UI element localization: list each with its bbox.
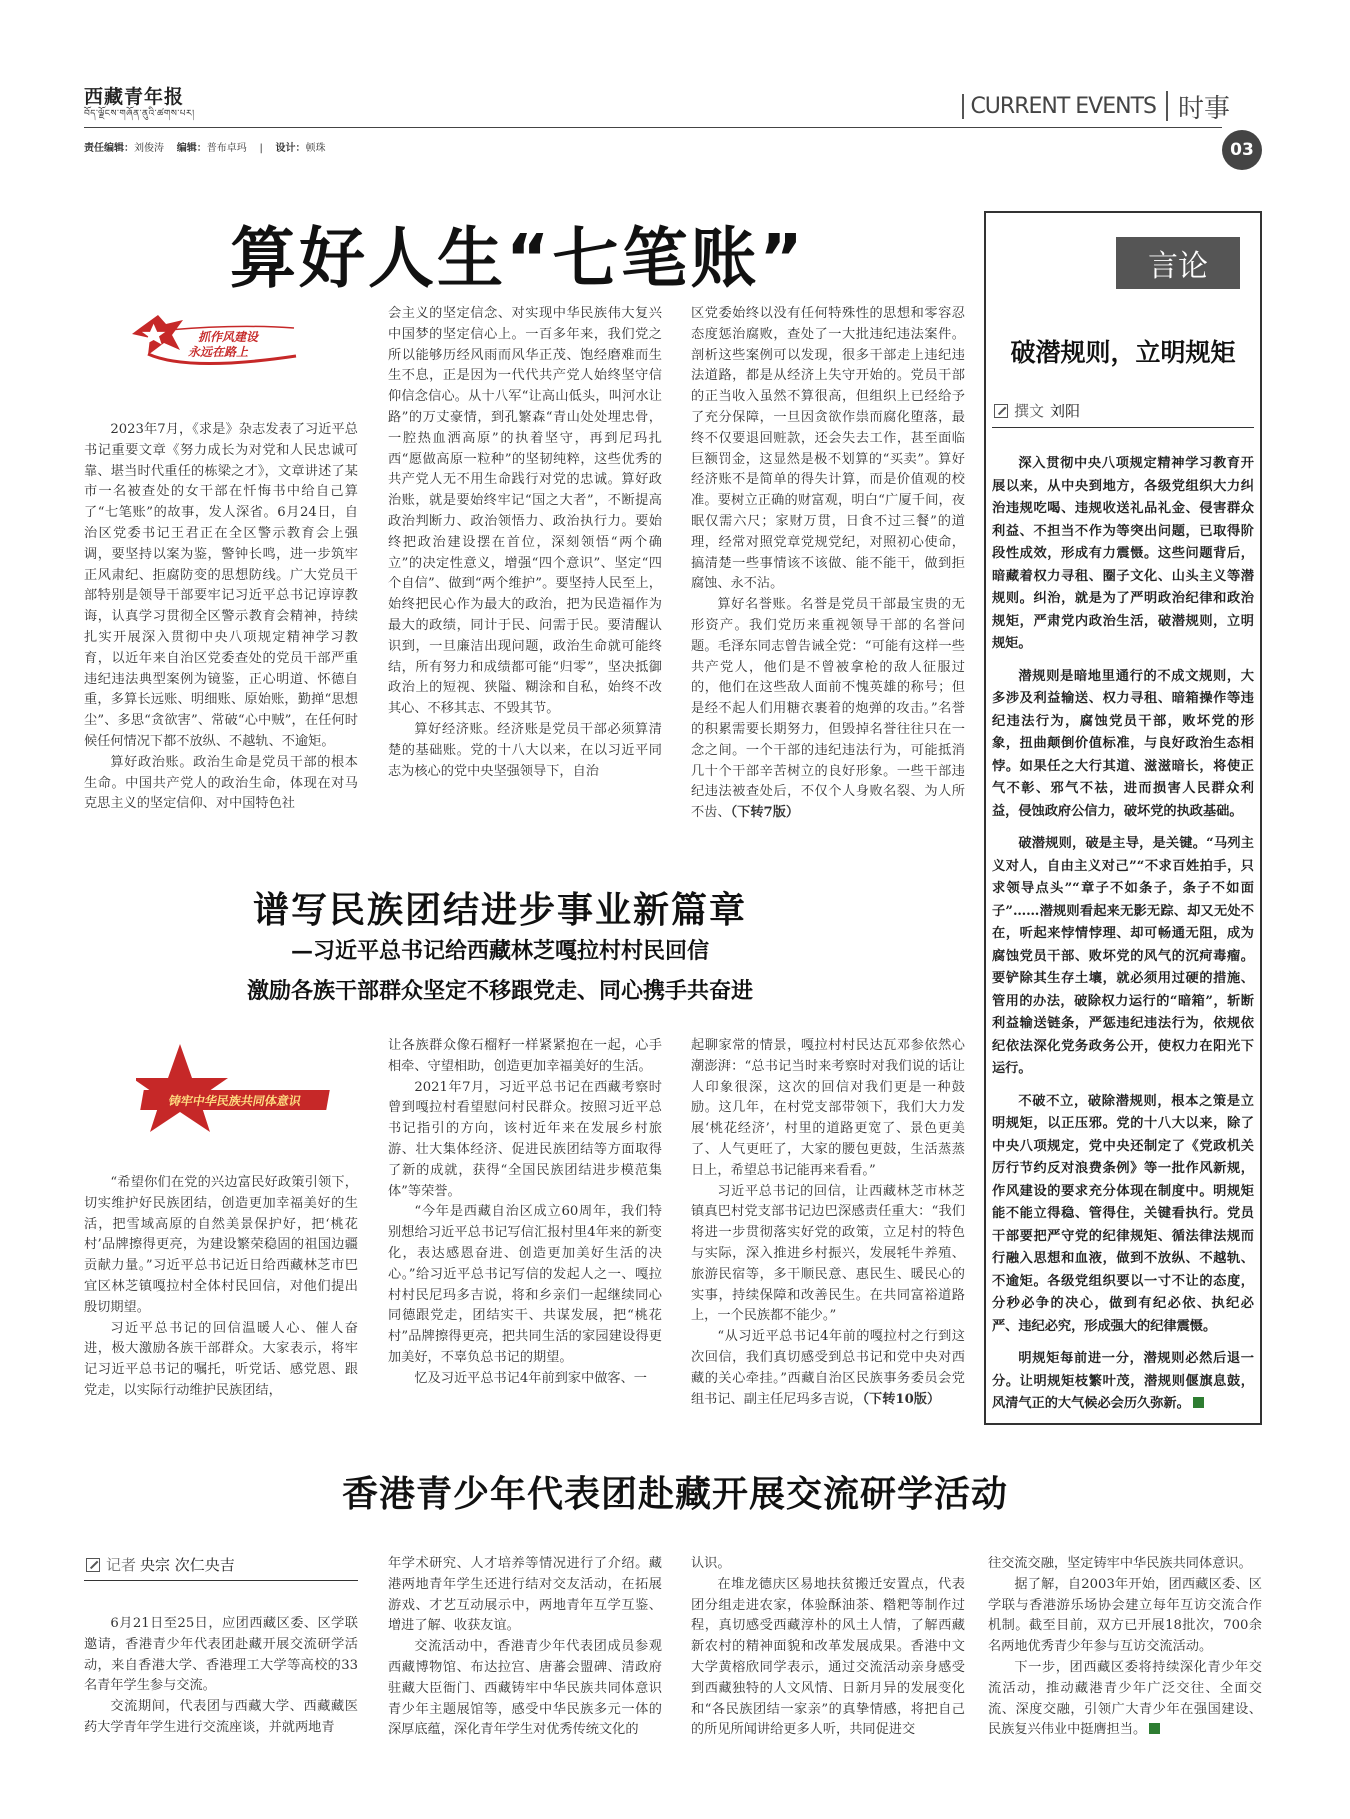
- commentary-byline: [994, 400, 1080, 421]
- article3-byline: [86, 1554, 235, 1575]
- credit-separator: |: [259, 143, 263, 154]
- editor-name: 顿珠: [305, 143, 326, 154]
- paragraph: “今年是西藏自治区成立60周年，我们特别想给习近平总书记写信汇报村里4年来的新变化，表达感恩奋进、创造更加美好生活的决心。”给习近平总书记写信的发起人之一、嘎拉村村民尼玛多吉说，将和乡亲们一起继续同心同德跟党走，团结实干、共谋发展，把“桃花村”品牌擦得更亮，把共同生活的家园建设得更加美好，不辜负总书记的期望。: [388, 1204, 662, 1365]
- paragraph: 2023年7月，《求是》杂志发表了习近平总书记重要文章《努力成长为对党和人民忠诚可靠、堪当时代重任的栋梁之才》，文章讲述了某市一名被查处的女干部在忏悔书中给自己算了“七笔账”的故事，发人深省。6月24日，自治区党委书记王君正在全区警示教育会上强调，要坚持以案为鉴，警钟长鸣，进一步筑牢正风肃纪、拒腐防变的思想防线。广大党员干部特别是领导干部要牢记习近平总书记谆谆教诲，认真学习贯彻全区警示教育会精神，持续扎实开展深入贯彻中央八项规定精神学习教育，以近年来自治区党委查处的党员干部严重违纪违法典型案例为镜鉴，正心明道、怀德自重，多算长远账、明细账、原始账，勤掸“思想尘”、多思“贪欲害”、常破“心中贼”，在任何时候任何情况下都不放纵、不越轨、不逾矩。: [84, 422, 358, 749]
- editor-label: 编辑：: [176, 143, 207, 154]
- paragraph: “希望你们在党的兴边富民好政策引领下，切实维护好民族团结，创造更加幸福美好的生活，把雪域高原的自然美景保护好，把‘桃花村’品牌擦得更亮，为建设繁荣稳固的祖国边疆贡献力量。”习近平总书记近日给西藏林芝市巴宜区林芝镇嘎拉村全体村民回信，对他们提出殷切期望。: [84, 1175, 358, 1315]
- article1-column-2: [388, 304, 662, 782]
- paragraph: 算好经济账。经济账是党员干部必须算清楚的基础账。党的十八大以来，在以习近平同志为核心的党中央坚强领导下，自治: [388, 721, 662, 779]
- paragraph: 忆及习近平总书记4年前到家中做客、一: [414, 1370, 647, 1386]
- paragraph: 让各族群众像石榴籽一样紧紧抱在一起，心手相牵、守望相助，创造更加幸福美好的生活。: [388, 1038, 662, 1074]
- paragraph: [992, 1348, 1254, 1416]
- paragraph: 破潜规则，破是主导，是关键。“马列主义对人，自由主义对己”“不求百姓拍手，只求领导点头”“章子不如条子，条子不如面子”……潜规则看起来无影无踪、却又无处不在，听起来悖情悖理、却可畅通无阻，成为腐蚀党员干部、败坏党的风气的沉疴毒瘤。要铲除其生存土壤，就必须用过硬的措施、管用的办法，破除权力运行的“暗箱”，斩断利益输送链条，严惩违纪违法行为，依规依纪依法深化党务政务公开，使权力在阳光下运行。: [992, 836, 1254, 1076]
- article2-column-3: [691, 1036, 965, 1410]
- paragraph: 会主义的坚定信念、对实现中华民族伟大复兴中国梦的坚定信心上。一百多年来，我们党之所以能够历经风雨而风华正茂、饱经磨难而生生不息，正是因为一代代共产党人始终坚守信仰信念信心。从十八军“让高山低头，叫河水让路”的万丈豪情，到孔繁森“青山处处埋忠骨，一腔热血洒高原”的执着坚守，再到尼玛扎西“愿做高原一粒种”的坚韧纯粹，这些优秀的共产党人无不用生命践行对党的忠诚。算好政治账，就是要始终牢记“国之大者”，不断提高政治判断力、政治领悟力、政治执行力。要始终把政治建设摆在首位，深刻领悟“两个确立”的决定性意义，增强“四个意识”、坚定“四个自信”、做到“两个维护”。要坚持人民至上，始终把民心作为最大的政治，把为民造福作为最大的政绩，同计于民、问需于民。要清醒认识到，一旦廉洁出现问题，政治生命就可能终结，所有努力和成绩都可能“归零”，坚决抵御政治上的短视、狭隘、糊涂和自私，始终不改其心、不移其志、不毁其节。: [388, 306, 662, 717]
- paragraph-text: 下一步，团西藏区委将持续深化青少年交流活动，推动藏港青少年广泛交往、全面交流、深度交融，引领广大青少年在强国建设、民族复兴伟业中挺膺担当。: [988, 1659, 1262, 1738]
- masthead: 西藏青年报: [84, 86, 185, 108]
- paragraph: 据了解，自2003年开始，团西藏区委、区学联与香港游乐场协会建立每年互访交流合作机制。截至目前，双方已开展18批次，700余名两地优秀青少年参与互访交流活动。: [988, 1576, 1262, 1655]
- paragraph: [988, 1658, 1262, 1741]
- paragraph: 算好政治账。政治生命是党员干部的根本生命。中国共产党人的政治生命，体现在对马克思主义的坚定信仰、对中国特色社: [84, 754, 358, 812]
- commentary-body: [992, 453, 1254, 1426]
- paragraph: [691, 1327, 965, 1410]
- editor-label: 设计：: [275, 143, 306, 154]
- editor-name: 刘俊涛: [134, 143, 164, 154]
- article1-badge: [128, 310, 298, 374]
- paragraph: 交流活动中，香港青少年代表团成员参观西藏博物馆、布达拉宫、唐蕃会盟碑、清政府驻藏大臣衙门、西藏铸牢中华民族共同体意识青少年主题展馆等，感受中华民族多元一体的深厚底蕴，深化青年学生对优秀传统文化的: [388, 1639, 662, 1738]
- paragraph: 在堆龙德庆区易地扶贫搬迁安置点，代表团分组走进农家，体验酥油茶、糌粑等制作过程，真切感受西藏淳朴的风土人情，了解西藏新农村的精神面貌和改革发展成果。香港中文大学黄榕欣同学表示，通过交流活动亲身感受到西藏独特的人文风情、日新月异的发展变化和“各民族团结一家亲”的真挚情感，将把自己的所见所闻讲给更多人听，共同促进交: [691, 1576, 965, 1738]
- paragraph: 交流期间，代表团与西藏大学、西藏藏医药大学青年学生进行交流座谈，并就两地青: [84, 1699, 358, 1735]
- page-number: 03: [1222, 130, 1262, 170]
- paragraph: 2021年7月，习近平总书记在西藏考察时曾到嘎拉村看望慰问村民群众。按照习近平总书记指引的方向，该村近年来在发展乡村旅游、壮大集体经济、促进民族团结等方面取得了新的成就，获得“全国民族团结进步模范集体”等荣誉。: [388, 1079, 662, 1199]
- paragraph: 深入贯彻中央八项规定精神学习教育开展以来，从中央到地方，各级党组织大力纠治违规吃喝、违规收送礼品礼金、侵害群众利益、不担当不作为等突出问题，已取得阶段性成效，形成有力震慑。这些问题背后，暗藏着权力寻租、圈子文化、山头主义等潜规则。纠治，就是为了严明政治纪律和政治规矩，严肃党内政治生活，破潜规则，立明规矩。: [992, 456, 1254, 651]
- paragraph: 认识。: [691, 1556, 731, 1571]
- badge-line1: 抓作风建设: [198, 330, 259, 344]
- section-label-en: CURRENT EVENTS: [962, 94, 1156, 119]
- commentary-rule: [992, 427, 1254, 428]
- article2-title: 谱写民族团结进步事业新篇章: [252, 890, 747, 931]
- article2-subtitle-1: —习近平总书记给西藏林芝嘎拉村村民回信: [290, 938, 709, 964]
- paragraph: 习近平总书记的回信温暖人心、催人奋进，极大激励各族干部群众。大家表示，将牢记习近平总书记的嘱托，听党话、感党恩、跟党走，以实际行动维护民族团结，: [84, 1320, 358, 1398]
- editor-credits: [84, 139, 326, 154]
- header-rule: [84, 127, 1222, 128]
- badge-banner: 铸牢中华民族共同体意识: [140, 1090, 330, 1110]
- article2-subtitle-2: 激励各族干部群众坚定不移跟党走、同心携手共奋进: [246, 978, 753, 1004]
- byline-label: 撰文: [1014, 402, 1045, 420]
- paragraph: 起聊家常的情景，嘎拉村村民达瓦邓参依然心潮澎湃：“总书记当时来考察时对我们说的话让人印象很深，这次的回信对我们更是一种鼓励。这几年，在村党支部带领下，我们大力发展‘桃花经济’，村里的道路更宽了、景色更美了、人气更旺了，大家的腰包更鼓，生活蒸蒸日上，希望总书记能再来看看。”: [691, 1038, 965, 1178]
- section-label: [962, 88, 1230, 124]
- byline-rule: [84, 1580, 358, 1581]
- paragraph: 潜规则是暗地里通行的不成文规则，大多涉及利益输送、权力寻租、暗箱操作等违纪违法行为，腐蚀党员干部，败坏党的形象，扭曲颠倒价值标准，与良好政治生态相悖。如果任之大行其道、滋滋暗长，将使正气不彰、邪气不祛，进而损害人民群众利益，侵蚀政府公信力，破坏党的执政基础。: [992, 668, 1254, 819]
- paragraph: 往交流交融，坚定铸牢中华民族共同体意识。: [988, 1556, 1252, 1571]
- paragraph: 6月21日至25日，应团西藏区委、区学联邀请，香港青少年代表团赴藏开展交流研学活动，来自香港大学、香港理工大学等高校的33名青年学生参与交流。: [84, 1616, 358, 1694]
- byline-label: 记者: [106, 1556, 137, 1574]
- commentary-sidebar: [984, 211, 1262, 1425]
- byline-name: 央宗 次仁央吉: [140, 1556, 235, 1574]
- end-mark-icon: [1149, 1723, 1160, 1734]
- paragraph: 年学术研究、人才培养等情况进行了介绍。藏港两地青年学生还进行结对交友活动，在拓展游戏、才艺互动展示中，两地青年互学互鉴、增进了解、收获友谊。: [388, 1556, 662, 1634]
- article3-title: 香港青少年代表团赴藏开展交流研学活动: [341, 1473, 1008, 1515]
- editor-name: 普布卓玛: [206, 143, 247, 154]
- end-mark-icon: [1193, 1397, 1204, 1408]
- section-label-cn: 时事: [1177, 93, 1230, 124]
- article1-column-3: [691, 304, 965, 824]
- commentary-tag: 言论: [1116, 237, 1240, 289]
- article3-column-3: [691, 1554, 965, 1741]
- paragraph: 区党委始终以没有任何特殊性的思想和零容忍态度惩治腐败，查处了一大批违纪违法案件。剖析这些案例可以发现，很多干部走上违纪违法道路，都是从经济上失守开始的。党员干部的正当收入虽然不算很高，但组织上已经给予了充分保障，一旦因贪欲作祟而腐化堕落，最终不仅要退回赃款，还会失去工作，甚至面临巨额罚金，这显然是极不划算的“买卖”。算好经济账不是简单的得失计算，而是价值观的校准。要树立正确的财富观，明白“广厦千间，夜眠仅需六尺；家财万贯，日食不过三餐”的道理，经常对照党章党规党纪，对照初心使命，搞清楚一些事情该不该做、能不能干，做到拒腐蚀、永不沾。: [691, 306, 965, 592]
- masthead-subtitle: བོད་ལྗོངས་གཞོན་ནུའི་ཚགས་པར།: [84, 109, 195, 119]
- paragraph: [691, 595, 965, 824]
- section-divider: [1166, 91, 1168, 121]
- byline-name: 刘阳: [1050, 402, 1081, 420]
- commentary-title: 破潜规则，立明规矩: [1010, 338, 1236, 367]
- continued-note: （下转10版）: [862, 1391, 941, 1407]
- paragraph: 习近平总书记的回信，让西藏林芝市林芝镇真巴村党支部书记边巴深感责任重大：“我们将进一步贯彻落实好党的政策，立足村的特色与实际，深入推进乡村振兴，发展牦牛养殖、旅游民宿等，多干顺民意、惠民生、暖民心的实事，持续保障和改善民生。在共同富裕道路上，一个民族都不能少。”: [691, 1183, 965, 1324]
- article1-title: 算好人生“七笔账”: [230, 220, 806, 297]
- paragraph: 不破不立，破除潜规则，根本之策是立明规矩，以正压邪。党的十八大以来，除了中央八项规定，党中央还制定了《党政机关厉行节约反对浪费条例》等一批作风新规，作风建设的要求充分体现在制度中。明规矩能不能立得稳、管得住，关键看执行。党员干部要把严守党的纪律规矩、循法律法规而行融入思想和血液，做到不放纵、不越轨、不逾矩。各级党组织要以一寸不让的态度，分秒必争的决心，做到有纪必依、执纪必严、违纪必究，形成强大的纪律震慑。: [992, 1093, 1254, 1334]
- article2-badge: [136, 1040, 326, 1140]
- pen-icon: [994, 404, 1008, 418]
- badge-line2: 永远在路上: [188, 345, 249, 359]
- paragraph-text: 算好名誉账。名誉是党员干部最宝贵的无形资产。我们党历来重视领导干部的名誉问题。毛泽东同志曾告诫全党：“可能有这样一些共产党人，他们是不曾被拿枪的敌人征服过的，他们在这些敌人面前不愧英雄的称号；但是经不起人们用糖衣裹着的炮弹的攻击。”名誉的积累需要长期努力，但毁掉名誉往往只在一念之间。一个干部的违纪违法行为，可能抵消几十个干部辛苦树立的良好形象。一些干部违纪违法被查处后，不仅个人身败名裂、为人所不齿、: [691, 597, 965, 821]
- article3-column-2: [388, 1554, 662, 1741]
- pen-icon: [86, 1558, 100, 1572]
- article3-column-1: [84, 1614, 358, 1739]
- paragraph-text: “从习近平总书记4年前的嘎拉村之行到这次回信，我们真切感受到总书记和党中央对西藏的关心牵挂。”西藏自治区民族事务委员会党组书记、副主任尼玛多吉说，: [691, 1329, 965, 1407]
- editor-label: 责任编辑：: [84, 143, 134, 154]
- article2-column-1: [84, 1173, 358, 1402]
- paragraph-text: 明规矩每前进一分，潜规则必然后退一分。让明规矩枝繁叶茂，潜规则偃旗息鼓，风清气正的大气候必会历久弥新。: [992, 1351, 1254, 1411]
- continued-note: （下转7版）: [730, 805, 800, 821]
- article3-column-4: [988, 1554, 1262, 1741]
- article2-column-2: [388, 1036, 662, 1390]
- article1-column-1: [84, 420, 358, 815]
